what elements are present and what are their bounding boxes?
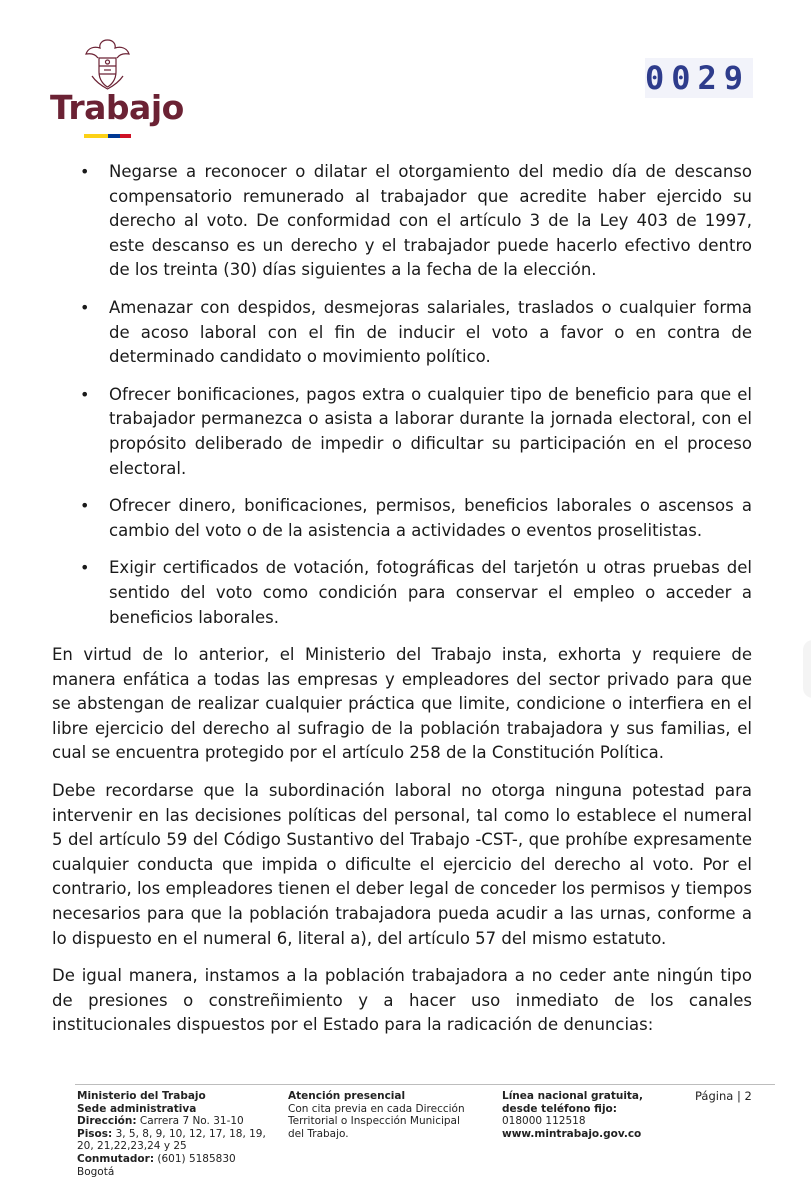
address: Carrera 7 No. 31-10 <box>139 1115 244 1128</box>
city: Bogotá <box>77 1165 115 1178</box>
page-number: Página | 2 <box>695 1089 752 1103</box>
flag-yellow <box>84 134 108 138</box>
seat-label: Sede administrativa <box>77 1102 197 1115</box>
attention-text: Con cita previa en cada Dirección Territorial o Inspección Municipal del Trabajo. <box>288 1102 465 1140</box>
prohibited-practices-list <box>52 160 752 630</box>
ministry-name: Ministerio del Trabajo <box>77 1090 206 1102</box>
footer-address-block: Ministerio del Trabajo Sede administrativa Dirección: Carrera 7 No. 31-10 Pisos: 3, 5, 8, 9, 10, 12, 17, 18, 19, 20, 21,22,23,24 y 25 Conmutador: (601) 5185830 Bogotá <box>77 1090 277 1178</box>
coat-of-arms-icon <box>80 36 135 92</box>
bullet-icon: • <box>80 384 90 404</box>
bullet-icon: • <box>80 558 90 578</box>
footer-contact-block: Línea nacional gratuita, desde teléfono fijo: 018000 112518 www.mintrabajo.gov.co <box>502 1090 682 1140</box>
body-paragraph: Debe recordarse que la subordinación laboral no otorga ninguna potestad para intervenir en las decisiones políticas del personal, tal como lo establece el numeral 5 del artículo 59 del Código Sustantivo del Trabajo -CST-, que prohíbe expresamente cualquier conducta que impida o dificulte el ejercicio del derecho al voto. Por el contrario, los empleadores tienen el deber legal de conceder los permisos y tiempos necesarios para que la población trabajadora pueda acudir a las urnas, conforme a lo dispuesto en el numeral 6, literal a), del artículo 57 del mismo estatuto. <box>52 781 752 948</box>
ministry-logo <box>50 36 184 141</box>
brand-wordmark: Trabajo <box>50 88 184 127</box>
bullet-icon: • <box>80 496 90 516</box>
list-item: • Ofrecer bonificaciones, pagos extra o cualquier tipo de beneficio para que el trabajador permanezca o asista a laborar durante la jornada electoral, con el propósito deliberado de impedir o dificultar su participación en el proceso electoral. <box>80 384 752 478</box>
document-number-stamp: 0029 <box>645 58 753 98</box>
bullet-icon: • <box>80 162 90 181</box>
bullet-icon: • <box>80 297 90 317</box>
list-item: • Ofrecer dinero, bonificaciones, permisos, beneficios laborales o ascensos a cambio del voto o de la asistencia a actividades o eventos proselitistas. <box>80 496 752 540</box>
footer-attention-block <box>288 1090 478 1140</box>
list-item: • Negarse a reconocer o dilatar el otorgamiento del medio día de descanso compensatorio remunerado al trabajador que acredite haber ejercido su derecho al voto. De conformidad con el artículo 3 de la Ley 403 de 1997, este descanso es un derecho y el trabajador puede hacerlo efectivo dentro de los treinta (30) días siguientes a la fecha de la elección. <box>80 162 752 280</box>
website-link[interactable]: www.mintrabajo.gov.co <box>502 1127 642 1140</box>
flag-blue <box>108 134 120 138</box>
document-body <box>52 160 752 1051</box>
switchboard-number: (601) 5185830 <box>157 1152 236 1165</box>
body-paragraph: De igual manera, instamos a la población trabajadora a no ceder ante ningún tipo de presiones o constreñimiento y a hacer uso inmediato de los canales institucionales dispuestos por el Estado para la radicación de denuncias: <box>52 966 752 1035</box>
page-header <box>0 0 811 150</box>
body-paragraph: En virtud de lo anterior, el Ministerio del Trabajo insta, exhorta y requiere de manera enfática a todas las empresas y empleadores del sector privado para que se abstengan de realizar cualquier práctica que limite, condicione o interfiera en el libre ejercicio del derecho al sufragio de la población trabajadora y sus familias, el cual se encuentra protegido por el artículo 258 de la Constitución Política. <box>52 645 752 763</box>
floors: 3, 5, 8, 9, 10, 12, 17, 18, 19, <box>115 1127 266 1140</box>
attention-title: Atención presencial <box>288 1090 406 1102</box>
footer-divider <box>75 1084 775 1085</box>
list-item: • Amenazar con despidos, desmejoras salariales, traslados o cualquier forma de acoso laboral con el fin de inducir el voto a favor o en contra de determinado candidato o movimiento político. <box>80 297 752 367</box>
side-scroll-tab <box>803 640 811 698</box>
flag-red <box>120 134 131 138</box>
flag-stripe <box>84 134 131 138</box>
hotline-number: 018000 112518 <box>502 1115 586 1128</box>
list-item: • Exigir certificados de votación, fotográficas del tarjetón u otras pruebas del sentido del voto como condición para conservar el empleo o acceder a beneficios laborales. <box>80 558 752 627</box>
